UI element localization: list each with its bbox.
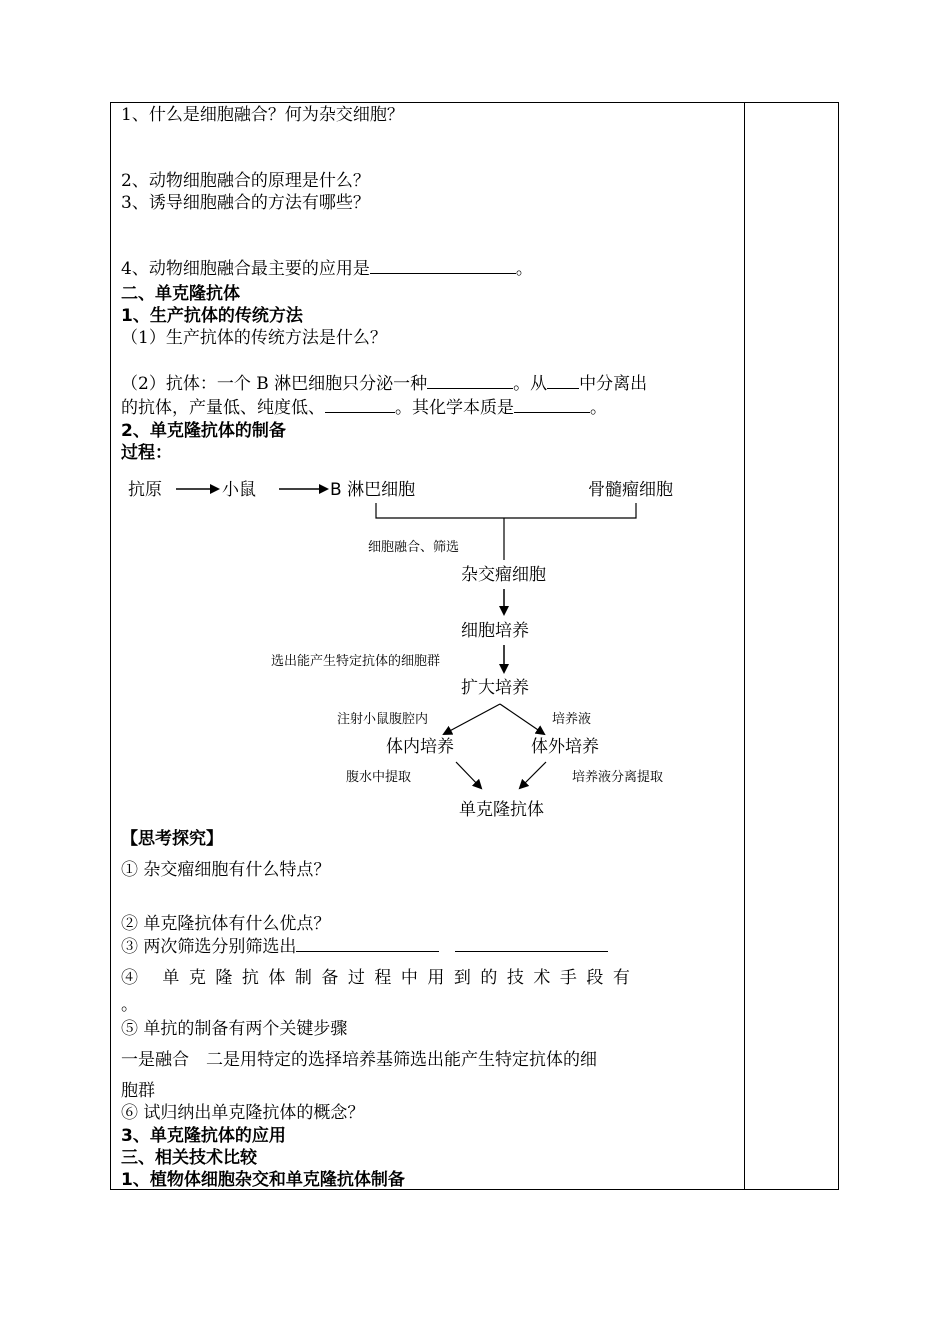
section-2-sub-2: 2、单克隆抗体的制备 xyxy=(121,421,286,441)
label-ascites-extract: 腹水中提取 xyxy=(346,770,412,785)
think-3 xyxy=(121,935,608,958)
label-monoclonal-antibody: 单克隆抗体 xyxy=(459,800,544,820)
think-4-end: 。 xyxy=(121,995,138,1015)
process-label: 过程： xyxy=(121,443,172,463)
question-4-end: 。 xyxy=(515,259,533,279)
section-2-sub-3: 3、单克隆抗体的应用 xyxy=(121,1126,286,1146)
question-2: 2、动物细胞融合的原理是什么？ xyxy=(121,171,370,191)
question-3: 3、诱导细胞融合的方法有哪些？ xyxy=(121,193,370,213)
label-medium-extract: 培养液分离提取 xyxy=(572,770,664,785)
paragraph-2-text-b: 。从 xyxy=(513,374,548,394)
think-1: ① 杂交瘤细胞有什么特点？ xyxy=(121,860,331,880)
paragraph-2-text-d: 的抗体，产量低、纯度低、 xyxy=(121,398,325,418)
label-myeloma: 骨髓瘤细胞 xyxy=(588,480,673,500)
label-hybridoma: 杂交瘤细胞 xyxy=(461,565,546,585)
label-b-cell: B 淋巴细胞 xyxy=(330,480,416,500)
label-in-vivo: 体内培养 xyxy=(386,737,454,757)
question-4-text: 4、动物细胞融合最主要的应用是 xyxy=(121,259,370,279)
label-select-cell-group: 选出能产生特定抗体的细胞群 xyxy=(271,654,441,669)
label-antigen: 抗原 xyxy=(128,480,162,500)
label-medium: 培养液 xyxy=(552,712,592,727)
think-3-text: ③ 两次筛选分别筛选出 xyxy=(121,937,297,957)
arrow-ascites xyxy=(456,762,481,788)
think-title: 【思考探究】 xyxy=(121,829,223,849)
paragraph-2-text-a: （2）抗体：一个 B 淋巴细胞只分泌一种 xyxy=(121,374,428,394)
question-1: 1、什么是细胞融合？何为杂交细胞？ xyxy=(121,105,404,125)
label-inject-mouse: 注射小鼠腹腔内 xyxy=(337,712,429,727)
think-6-line-1: 一是融合 二是用特定的选择培养基筛选出能产生特定抗体的细 xyxy=(121,1050,597,1070)
section-3-sub-1: 1、植物体细胞杂交和单克隆抗体制备 xyxy=(121,1170,405,1190)
paragraph-2-text-e: 。其化学本质是 xyxy=(395,398,514,418)
think-6-line-2: 胞群 xyxy=(121,1081,155,1101)
think-2: ② 单克隆抗体有什么优点？ xyxy=(121,914,331,934)
label-fusion-selection: 细胞融合、筛选 xyxy=(368,540,460,555)
label-expand-culture: 扩大培养 xyxy=(461,678,529,698)
paragraph-2-text-c: 中分离出 xyxy=(579,374,648,394)
answer-blank xyxy=(296,935,439,952)
label-cell-culture: 细胞培养 xyxy=(461,621,529,641)
paragraph-1: （1）生产抗体的传统方法是什么？ xyxy=(121,328,387,348)
think-5: ⑤ 单抗的制备有两个关键步骤 xyxy=(121,1019,348,1039)
section-2-title: 二、单克隆抗体 xyxy=(121,284,240,304)
paragraph-2-text-f: 。 xyxy=(590,398,607,418)
label-in-vitro: 体外培养 xyxy=(531,737,599,757)
section-3-title: 三、相关技术比较 xyxy=(121,1148,257,1168)
bracket-fusion xyxy=(376,503,636,518)
answer-blank xyxy=(455,935,608,952)
think-7: ⑥ 试归纳出单克隆抗体的概念？ xyxy=(121,1103,365,1123)
think-4: ④ 单克隆抗体制备过程中用到的技术手段有 xyxy=(121,968,640,988)
label-mouse: 小鼠 xyxy=(222,480,256,500)
arrow-to-in-vitro xyxy=(500,704,544,734)
section-2-sub-1: 1、生产抗体的传统方法 xyxy=(121,306,303,326)
arrow-medium-extract xyxy=(520,762,546,788)
arrow-to-in-vivo xyxy=(444,704,500,734)
